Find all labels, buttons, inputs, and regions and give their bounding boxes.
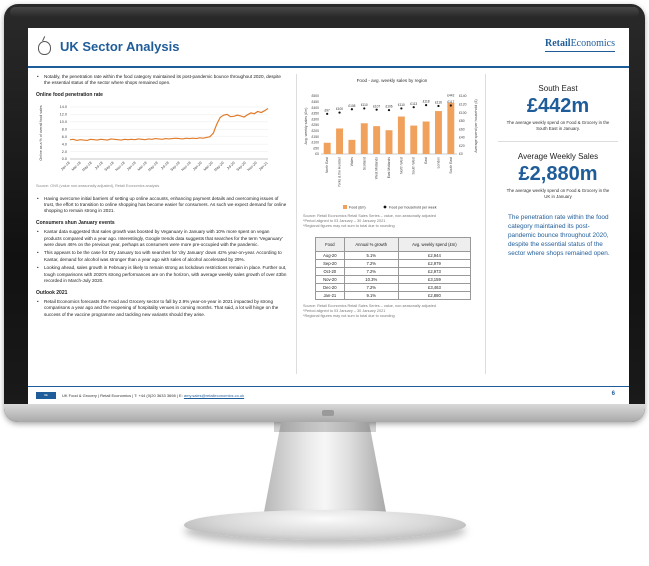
bar-chart-bar xyxy=(324,143,331,154)
table-cell: £2,973 xyxy=(398,268,470,276)
kpi-weekly-sales-desc: The average weekly spend on Food & Grocery in the UK in January xyxy=(506,188,610,199)
table-row xyxy=(316,284,471,292)
line-chart-xtick: Jan-19 xyxy=(126,161,137,172)
bar-chart-bar-label: £442 xyxy=(447,93,455,98)
report-footer xyxy=(28,386,629,406)
table-cell: Oct-20 xyxy=(316,268,345,276)
line-chart-xtick: Nov-18 xyxy=(114,161,126,173)
line-chart-series xyxy=(70,109,268,141)
monitor-stand-base xyxy=(184,510,466,540)
footer-contact: UK Food & Grocery | Retail Economics | T: +44 (0)20 3633 3698 | E: xyxy=(62,393,183,398)
bar-chart-category-label: North East xyxy=(325,157,330,174)
line-chart-ytick: 10.0 xyxy=(59,120,67,125)
bar-chart-title: Food - avg. weekly sales by region xyxy=(356,78,428,83)
line-chart-title: Online food penetration rate xyxy=(36,91,103,98)
table-cell: 5.1% xyxy=(344,252,398,260)
bar-chart-ytick-right: £100 xyxy=(459,110,467,115)
line-chart-xtick: Mar-18 xyxy=(70,161,82,172)
bar-chart-bar xyxy=(398,117,405,154)
table-cell: £2,979 xyxy=(398,260,470,268)
table-row xyxy=(316,292,471,300)
table-note-rounding: *Regional figures may not sum to total due to rounding xyxy=(303,314,395,318)
bar-chart-ytick-right: £80 xyxy=(459,119,465,124)
table-cell: 10.3% xyxy=(344,276,398,284)
table-cell: £3,159 xyxy=(398,276,470,284)
table-cell: 7.2% xyxy=(344,284,398,292)
table-note-source: Source: Retail Economics Retail Sales Series – value, non-seasonally adjusted xyxy=(303,304,436,308)
footer-email-link[interactable]: amy.sales@retaileconomics.co.uk xyxy=(183,393,245,398)
bar-chart-ytick-left: £400 xyxy=(311,105,319,110)
monitor-frame xyxy=(4,4,645,422)
bar-chart-dot xyxy=(363,107,365,109)
intro-bullet: • Notably, the penetration rate within the food category maintained its post-pandemic bounce throughout 2020, despite the essential status of the sector where shops remained open. xyxy=(36,74,288,87)
bar-chart-ytick-right: £20 xyxy=(459,143,465,148)
table-cell: Aug-20 xyxy=(316,252,345,260)
table-note-period: *Period aligned to 03 January – 30 January 2021 xyxy=(303,309,386,313)
bar-chart-dot-label: £100 xyxy=(335,107,344,112)
brand-logo xyxy=(545,38,615,52)
bar-chart-category-label: East xyxy=(424,157,429,164)
table-cell: £2,944 xyxy=(398,252,470,260)
screen xyxy=(28,28,629,406)
legend-bar-label: Food (£m) xyxy=(349,205,366,210)
table-cell: 7.2% xyxy=(344,268,398,276)
bar-chart-note-source: Source: Retail Economics Retail Sales Series – value, non-seasonally adjusted xyxy=(303,214,436,218)
bar-chart-dot-label: £110 xyxy=(397,103,405,108)
table-cell: 9.1% xyxy=(344,292,398,300)
bar-chart-dot-label: £107 xyxy=(373,104,381,109)
section-heading-january: Consumers shun January events xyxy=(36,219,115,226)
bar-chart-note-period: *Period aligned to 03 January – 30 January 2021 xyxy=(303,219,386,223)
dry-january-bullet: • This appears to be the case for Dry January too with searches for 'dry January' down 42% year-on-year. According to Kantar, demand for alcohol was stronger than a year ago with sales of alcohol accelerated by 29%. xyxy=(36,250,288,263)
apple-icon xyxy=(38,41,51,55)
bar-chart-ytick-left: £250 xyxy=(311,123,319,128)
bar-chart-dot xyxy=(326,113,328,115)
bar-chart-bar xyxy=(435,111,442,154)
line-chart-xtick: Jul-20 xyxy=(225,161,236,171)
bar-chart-dot xyxy=(388,109,390,111)
page-number: 6 xyxy=(611,391,615,397)
bar-chart-category-label: Wales xyxy=(349,157,354,167)
legend-dot-swatch xyxy=(384,206,387,209)
line-chart-xtick: Sep-19 xyxy=(169,161,181,173)
table-cell: 7.2% xyxy=(344,260,398,268)
bezel-gloss xyxy=(10,7,639,17)
table-row xyxy=(316,260,471,268)
bar-chart-category-label: East Midlands xyxy=(387,157,391,179)
line-chart-ytick: 14.0 xyxy=(59,105,67,110)
bar-chart-dot xyxy=(425,104,427,106)
kpi-south-east-value: £442m xyxy=(526,95,590,117)
table-cell: Jan-21 xyxy=(316,292,345,300)
line-chart-ylabel: Online as a % of overall food sales xyxy=(39,105,43,161)
line-chart-source: Source: ONS (value non-seasonally adjusted), Retail Economics analysis xyxy=(36,184,160,189)
line-chart-ytick: 0.0 xyxy=(61,157,67,162)
bar-chart-category-label: South West xyxy=(411,157,416,175)
bar-chart-ytick-left: £500 xyxy=(311,94,319,99)
bar-chart-dot-label: £110 xyxy=(360,103,368,108)
bar-chart-category-label: West Midlands xyxy=(374,157,379,180)
bar-chart-bar xyxy=(348,140,355,154)
legend-bar-swatch xyxy=(343,205,347,209)
line-chart-xtick: Nov-19 xyxy=(180,161,192,173)
bar-chart-ytick-right: £60 xyxy=(459,127,465,132)
pull-quote: The penetration rate within the food category maintained its post-pandemic bounce throughout 2020, despite the essential status of the sector where shops remained open. xyxy=(508,214,610,258)
bar-chart-ytick-left: £200 xyxy=(311,129,319,133)
bar-chart-note-rounding: *Regional figures may not sum to total due to rounding xyxy=(303,224,395,228)
bar-chart-ylabel-left: Avg. weekly sales (£m) xyxy=(304,107,308,145)
kpi-divider xyxy=(498,141,618,142)
table-cell: Nov-20 xyxy=(316,276,345,284)
line-chart-xtick: Jul-19 xyxy=(159,161,170,171)
bar-chart-ytick-left: £450 xyxy=(311,100,319,104)
bar-chart-dot-label: £97 xyxy=(324,108,330,113)
footer-text xyxy=(62,393,244,398)
lookahead-bullet: • Looking ahead, sales growth in February is likely to remain strong as lockdown restrictions remain in place. Further out, tough comparisons with 2020's strong performances are on the horizon, with average weekly sales growth of over £3bn recorded in March-July 2020. xyxy=(36,265,288,284)
bar-chart-category-label: North West xyxy=(399,157,404,174)
bar-chart-dot-label: £117 xyxy=(447,100,455,105)
bar-chart-bar xyxy=(336,128,343,154)
growth-table-header-cell: Annual % growth xyxy=(344,238,398,252)
bar-chart-dot xyxy=(413,106,415,108)
bar-chart-category-label: London xyxy=(436,157,441,169)
bar-chart-ytick-left: £50 xyxy=(313,146,319,151)
bar-chart-bar xyxy=(361,123,368,154)
regional-sales-bar-chart xyxy=(303,74,481,214)
line-chart-xtick: Jul-18 xyxy=(93,161,104,171)
kpi-south-east-label: South East xyxy=(538,84,578,93)
line-chart-ytick: 8.0 xyxy=(61,127,67,132)
bar-chart-bar xyxy=(373,126,380,154)
line-chart-ytick: 12.0 xyxy=(59,112,67,117)
bar-chart-bar xyxy=(423,122,430,154)
growth-table-header-cell: Avg. weekly spend (£m) xyxy=(398,238,470,252)
bar-chart-category-label: Yorks & the Humber xyxy=(337,157,342,188)
table-row xyxy=(316,268,471,276)
line-chart-xtick: Mar-19 xyxy=(136,161,148,172)
middle-column xyxy=(296,74,486,374)
line-chart-ytick: 6.0 xyxy=(61,135,67,140)
bar-chart-dot xyxy=(400,107,402,109)
line-chart-ytick: 4.0 xyxy=(61,142,67,147)
monitor-stand-neck xyxy=(264,422,386,512)
bar-chart-dot xyxy=(450,104,452,106)
section-heading-outlook: Outlook 2021 xyxy=(36,289,68,296)
kpi-weekly-sales-label: Average Weekly Sales xyxy=(517,152,599,162)
bar-chart-ytick-right: £40 xyxy=(459,135,465,140)
table-cell: £3,463 xyxy=(398,284,470,292)
line-chart-xtick: May-18 xyxy=(81,161,93,173)
bar-chart-dot xyxy=(376,109,378,111)
table-row xyxy=(316,252,471,260)
bar-chart-ytick-left: £350 xyxy=(311,111,319,116)
legend-dot-label: Food per household per week xyxy=(389,205,437,210)
line-chart-xtick: May-19 xyxy=(147,161,159,173)
footer-logo: RE xyxy=(36,392,56,399)
bar-chart-bar xyxy=(447,103,454,154)
table-cell: Dec-20 xyxy=(316,284,345,292)
penetration-line-chart xyxy=(36,101,276,181)
line-chart-xtick: Jan-18 xyxy=(60,161,71,172)
para1-bullet: • Having overcome initial barriers of setting up online accounts, enhancing payment details and overcoming issues of trust, the effort to transition to online shopping has become easier for consumers. As such we expect demand for online shopping to remain strong in 2021. xyxy=(36,196,288,215)
monitor-stand-shadow xyxy=(274,422,376,432)
right-column xyxy=(490,74,626,374)
brand-logo-primary: Retail xyxy=(545,38,571,49)
line-chart-ytick: 2.0 xyxy=(61,149,67,154)
bar-chart-dot xyxy=(351,108,353,110)
page-title: UK Sector Analysis xyxy=(60,39,180,54)
line-chart-xtick: Jan-20 xyxy=(192,161,203,172)
line-chart-xtick: Jan-21 xyxy=(258,161,269,172)
kpi-south-east-desc: The average weekly spend on Food & Grocery in the South East in January. xyxy=(506,120,610,131)
line-chart-xtick: May-20 xyxy=(213,161,225,173)
left-column xyxy=(36,74,288,374)
bar-chart-ytick-left: £0 xyxy=(315,152,319,157)
growth-table xyxy=(315,237,471,300)
bar-chart-ytick-right: £140 xyxy=(459,94,467,99)
table-cell: Sep-20 xyxy=(316,260,345,268)
monitor-chin xyxy=(4,404,645,422)
growth-table-header xyxy=(316,238,471,252)
line-chart-xtick: Mar-20 xyxy=(202,161,214,172)
bar-chart-bar xyxy=(410,126,417,154)
bar-chart-dot xyxy=(338,111,340,113)
bar-chart-dot-label: £106 xyxy=(385,104,393,109)
bar-chart-ytick-right: £0 xyxy=(459,152,463,157)
veganuary-bullet: • Kantar data suggested that sales growth was boosted by Veganuary in January with 10% more spent on vegan products compared with a year ago. Interestingly, Google trends data suggests that searches for the term 'Veganuary' were down 46% on the previous year, perhaps as consumers were more pre-occupied with the pandemic. xyxy=(36,229,288,248)
bar-chart-dot-label: £113 xyxy=(410,101,418,106)
brand-logo-secondary: Economics xyxy=(570,38,615,49)
bar-chart-ylabel-right: Average spend per household (£) xyxy=(474,99,478,153)
bar-chart-ytick-left: £300 xyxy=(311,117,319,122)
kpi-weekly-sales-value: £2,880m xyxy=(518,163,598,186)
monitor-logo-icon xyxy=(322,410,334,416)
line-chart-xtick: Nov-20 xyxy=(246,161,258,173)
bar-chart-dot-label: £116 xyxy=(435,100,442,105)
bar-chart-ytick-right: £120 xyxy=(459,102,467,107)
bar-chart-category-label: South East xyxy=(448,157,453,174)
bar-chart-ytick-left: £150 xyxy=(311,134,319,139)
outlook-bullet: • Retail Economics forecasts the Food and Grocery sector to fall by 2.9% year-on-year in 2021 impacted by strong comparisons a year ago and the reopening of hospitality venues in coming months. That said, a lot will hinge on the success of the vaccine programme and tackling new variants should they arise. xyxy=(36,299,288,318)
bar-chart-bar xyxy=(386,130,393,154)
line-chart-xtick: Sep-18 xyxy=(103,161,115,173)
report-header xyxy=(28,28,629,68)
bar-chart-ytick-left: £100 xyxy=(311,140,319,145)
line-chart-xtick: Sep-20 xyxy=(235,161,247,173)
growth-table-header-cell: Food xyxy=(316,238,345,252)
table-cell: £2,880 xyxy=(398,292,470,300)
bar-chart-dot-label: £118 xyxy=(422,99,430,104)
bar-chart-dot xyxy=(437,105,439,107)
table-row xyxy=(316,276,471,284)
bar-chart-category-label: Scotland xyxy=(362,157,367,171)
bar-chart-dot-label: £108 xyxy=(348,103,356,108)
